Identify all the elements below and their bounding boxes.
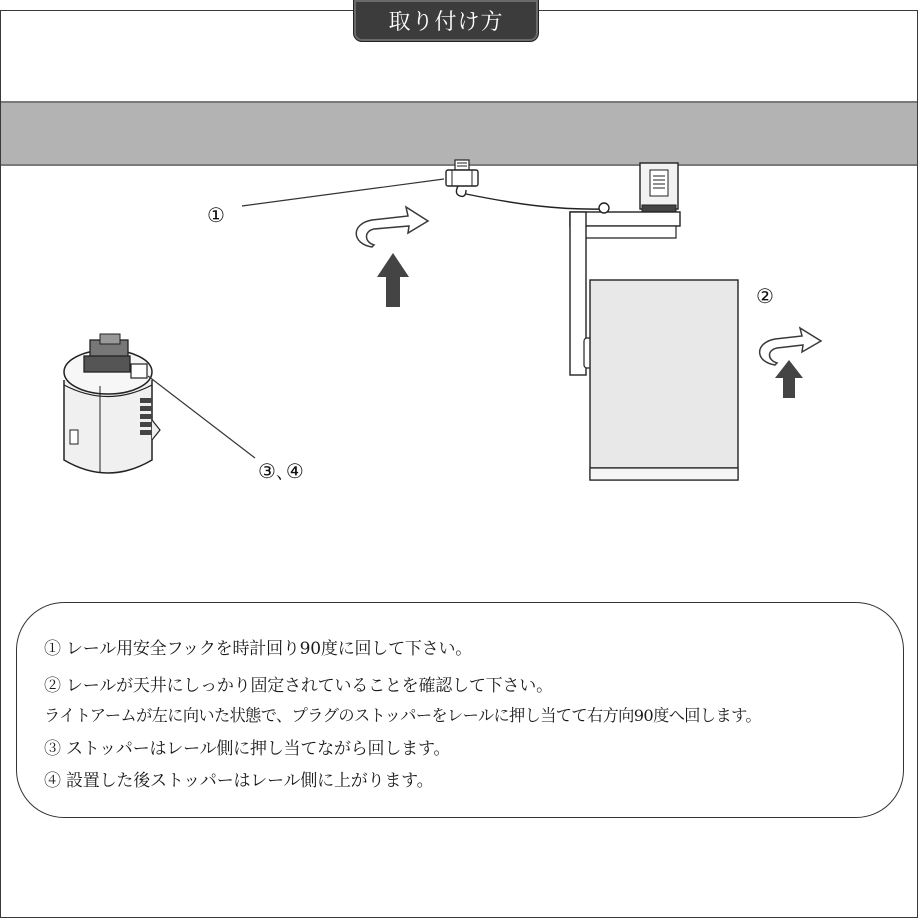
instruction-line: ③ ストッパーはレール側に押し当てながら回します。	[44, 739, 451, 759]
safety-wire	[466, 194, 604, 209]
rotate-arrow-icon	[356, 207, 428, 247]
callout-1: ①	[207, 203, 225, 227]
instruction-line: ① レール用安全フックを時計回り90度に回して下さい。	[44, 639, 473, 659]
safety-hook-icon	[446, 160, 478, 196]
instruction-line: ライトアームが左に向いた状態で、プラグのストッパーをレールに押し当てて右方向90度へ回します。	[44, 706, 761, 725]
title-tab: 取り付け方	[353, 0, 539, 42]
callout-leader-1	[242, 179, 444, 206]
instruction-line: ② レールが天井にしっかり固定されていることを確認して下さい。	[44, 676, 553, 696]
up-arrow-icon	[775, 360, 803, 398]
callout-3-4: ③､④	[258, 459, 304, 483]
callout-leader-34	[148, 376, 255, 458]
callout-2: ②	[756, 284, 774, 308]
instruction-line: ④ 設置した後ストッパーはレール側に上がります。	[44, 771, 434, 791]
spotlight-fixture-icon	[570, 163, 738, 480]
up-arrow-icon	[377, 253, 409, 307]
rotate-arrow-icon	[760, 328, 821, 365]
plug-adapter-icon	[64, 334, 160, 473]
